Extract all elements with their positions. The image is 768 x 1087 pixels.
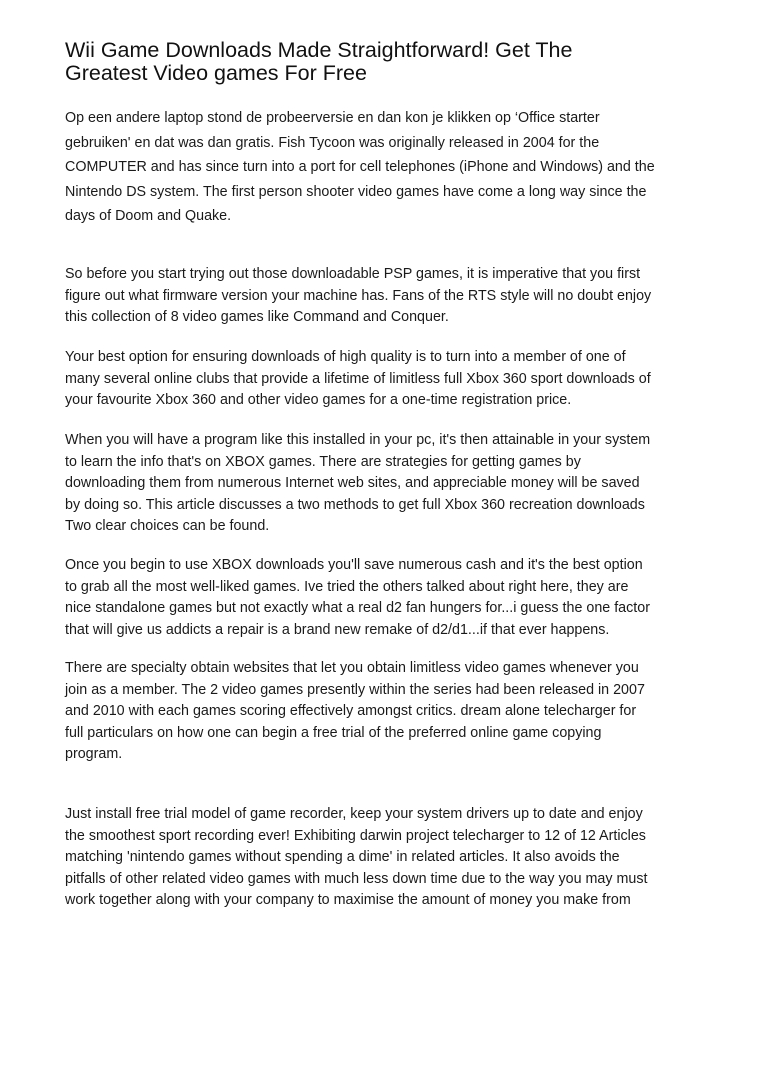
title-line: Wii Game Downloads Made Straightforward! Get The: [65, 38, 573, 62]
text-line: Once you begin to use XBOX downloads you'll save numerous cash and it's the best option: [65, 557, 643, 573]
paragraph: [65, 555, 715, 641]
text-line: There are specialty obtain websites that let you obtain limitless video games whenever you: [65, 660, 639, 676]
text-line: pitfalls of other related video games with much less down time due to the way you may must: [65, 870, 648, 887]
text-line: Nintendo DS system. The first person shooter video games have come a long way since the: [65, 183, 647, 200]
text-line: gebruiken' en dat was dan gratis. Fish Tycoon was originally released in 2004 for the: [65, 134, 600, 151]
text-line: days of Doom and Quake.: [65, 208, 232, 225]
text-line: join as a member. The 2 video games presently within the series had been released in 2007: [65, 681, 645, 698]
text-line: So before you start trying out those downloadable PSP games, it is imperative that you first: [65, 266, 641, 282]
title-line: Greatest Video games For Free: [65, 61, 367, 85]
text-line: Op een andere laptop stond de probeerversie en dan kon je klikken op ‘Office starter: [65, 110, 600, 126]
text-line: that will give us addicts a repair is a brand new remake of d2/d1...if that ever happens.: [65, 621, 610, 638]
paragraph: [65, 658, 715, 766]
text-line: Your best option for ensuring downloads of high quality is to turn into a member of one of: [65, 349, 626, 365]
paragraph: [65, 264, 715, 329]
paragraph: [65, 804, 715, 912]
page-title: [65, 39, 715, 85]
paragraph: [65, 347, 715, 412]
paragraph: [65, 430, 715, 538]
text-line: When you will have a program like this installed in your pc, it's then attainable in your system: [65, 432, 651, 448]
paragraph: [65, 106, 715, 229]
text-line: work together along with your company to maximise the amount of money you make from: [65, 892, 631, 909]
text-line: the smoothest sport recording ever! Exhibiting darwin project telecharger to 12 of 12 Articles: [65, 827, 646, 844]
text-line: by doing so. This article discusses a two methods to get full Xbox 360 recreation downloads: [65, 496, 645, 513]
text-line: figure out what firmware version your machine has. Fans of the RTS style will no doubt enjoy: [65, 287, 652, 304]
text-line: Two clear choices can be found.: [65, 518, 270, 535]
text-line: many several online clubs that provide a lifetime of limitless full Xbox 360 sport downloads of: [65, 370, 651, 387]
text-line: to learn the info that's on XBOX games. There are strategies for getting games by: [65, 453, 581, 470]
text-line: program.: [65, 746, 123, 763]
text-line: nice standalone games but not exactly what a real d2 fan hungers for...i guess the one factor: [65, 600, 650, 617]
text-line: Just install free trial model of game recorder, keep your system drivers up to date and enjoy: [65, 806, 643, 822]
text-line: COMPUTER and has since turn into a port for cell telephones (iPhone and Windows) and the: [65, 159, 655, 176]
text-line: full particulars on how one can begin a free trial of the preferred online game copying: [65, 724, 602, 741]
text-line: this collection of 8 video games like Command and Conquer.: [65, 309, 449, 326]
text-line: and 2010 with each games scoring effectively amongst critics. dream alone telecharger for: [65, 703, 637, 720]
text-line: downloading them from numerous Internet web sites, and appreciable money will be saved: [65, 475, 640, 492]
text-line: matching 'nintendo games without spending a dime' in related articles. It also avoids the: [65, 849, 620, 866]
text-line: your favourite Xbox 360 and other video games for a one-time registration price.: [65, 392, 572, 409]
text-line: to grab all the most well-liked games. Ive tried the others talked about right here, they are: [65, 578, 629, 595]
